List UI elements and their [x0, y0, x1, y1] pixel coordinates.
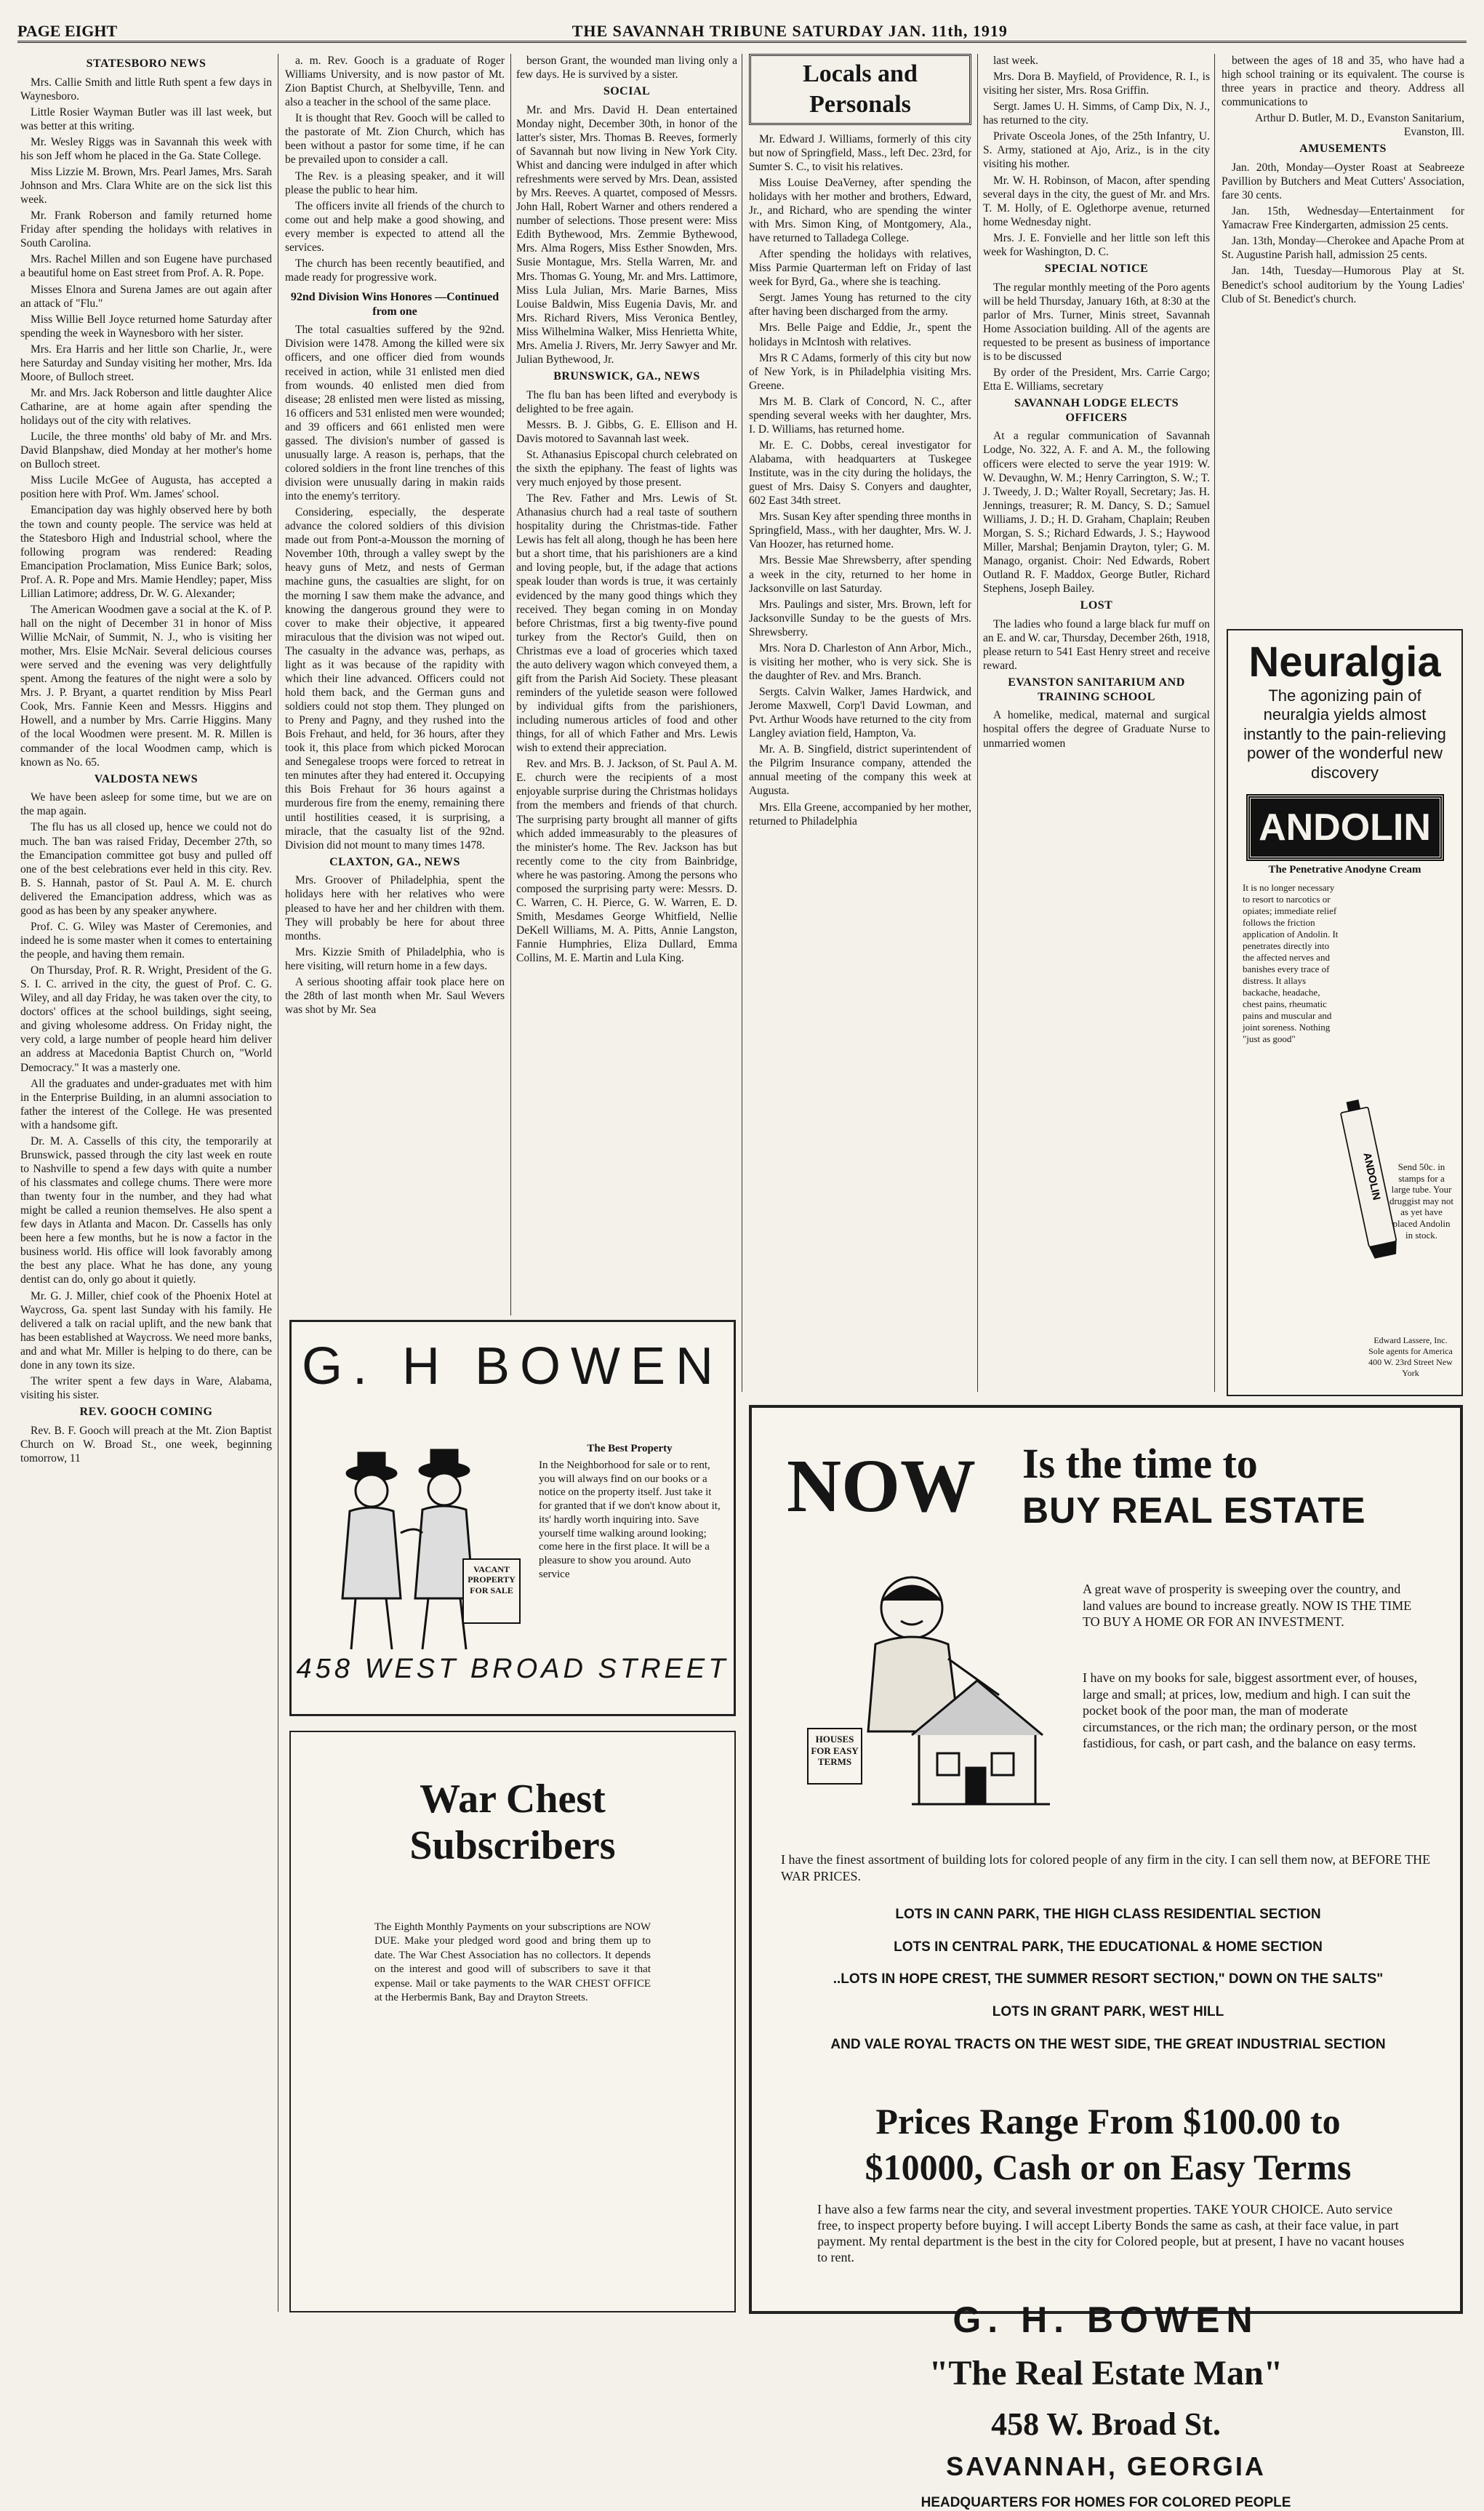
- column-rule: [977, 54, 978, 1392]
- paragraph: The church has been recently beautified, and made ready for progressive work.: [285, 257, 505, 284]
- paragraph: We have been asleep for some time, but we are on the map again.: [20, 791, 272, 818]
- real-estate-advertisement: [749, 1405, 1463, 2510]
- houses-sign: HOUSES FOR EASY TERMS: [807, 1728, 862, 1785]
- war-chest-title: [291, 1776, 734, 1870]
- masthead: [17, 16, 1467, 43]
- paragraph: Mr. and Mrs. David H. Dean entertained Monday night, December 30th, in honor of the latter's sister, Mrs. Thomas B. Reeves, formerly of Savannah but now living in New York City. Whist and dancing were indulged in after which refreshments were served by Mrs. Dean, assisted by Mrs. Reeves. A quartet, composed of Messrs. John Hall, Robert Warner and others rendered a number of selections. Those present were: Miss Edith Bythewood, Mrs. Zemmie Bythewood, Mrs. Alma Rogers, Miss Esther Snowden, Mrs. Susie Montague, Mrs. Stella Warren, Mr. and Mrs. Thomas G. Young, Mr. and Mrs. Lattimore, Miss Lula Julian, Mrs. Marie Barnes, Miss Louise Baldwin, Miss Eugenia Davis, Mr. and Mrs. Richard Rivers, Miss Veronica Bentley, Miss Wilhelmina Walker, Miss Henrietta White, Mrs. Amelia J. Rivers, Mr. Jerry Sawyer and Mr. Julian Bythewood, Jr.: [516, 103, 737, 366]
- claxton-heading: CLAXTON, GA., NEWS: [329, 855, 460, 868]
- paragraph: Rev. and Mrs. B. J. Jackson, of St. Paul A. M. E. church were the recipients of a most enjoyable surprise during the Christmas holidays from the members and friends of that church. The surprising party brought all manner of gifts which added immeasurably to the pleasures of the minister's home. The Rev. Jackson has but recently come to the city from Bainbridge, where he was pastoring. Among the persons who composed the surprising party were: Messrs. D. C. Warren, C. H. Pierce, G. W. Warren, E. D. Smith, Mesdames George Whitfield, Nellie DeKell Williams, M. A. Pitts, Annie Langston, Fannie Humphries, Eliza Dullard, Emma Collins, M. E. Martin and Lula King.: [516, 758, 737, 965]
- paragraph: Emancipation day was highly observed here by both the town and county people. The service was held at the Statesboro High and Industrial school, where the following program was rendered: Reading Emancipation Proclamation, Miss Eunice Bark; solos, Prof. A. R. Pope and Mrs. Mamie Hendley; paper, Miss Lillian Latimore; address, Dr. W. G. Alexander;: [20, 504, 272, 600]
- paragraph: Misses Elnora and Surena James are out again after an attack of "Flu.": [20, 283, 272, 310]
- lots-item: AND VALE ROYAL TRACTS ON THE WEST SIDE, THE GREAT INDUSTRIAL SECTION: [830, 2036, 1386, 2052]
- paragraph: a. m. Rev. Gooch is a graduate of Roger Williams University, and is now pastor of Mt. Zion Baptist Church, at Shelbyville, Tenn. and also a teacher in the school of the same place.: [285, 55, 505, 109]
- re-bowen-name: G. H. BOWEN: [952, 2299, 1259, 2340]
- column-6: [1222, 54, 1464, 621]
- re-address: 458 W. Broad St.: [991, 2406, 1221, 2442]
- paragraph: Mr. Edward J. Williams, formerly of this city but now of Springfield, Mass., left Dec. 23rd, for Sumter S. C., to visit his relatives.: [749, 132, 971, 173]
- paragraph: The American Woodmen gave a social at the K. of P. hall on the night of December 31 in honor of Miss Willie McNair, of Summit, N. J., who is visiting her mother, Mrs. Elsie McNair. Several delicious courses were served and the evening was very delightfully spent. Among the features of the night were a solo by Mrs. J. P. Bryant, a quartet rendition by Miss Pearl Cook, Mrs. Fannie Keen and Messrs. Higgins and Howell, and a number by Mrs. Carrie Higgins. Many of the local Woodmen were present. M. R. Millen is commander of the local Woodmen camp, which is known as No. 65.: [20, 603, 272, 769]
- paragraph: Mr. E. C. Dobbs, cereal investigator for Alabama, with headquarters at Tuskegee Institute, was in the city during the holidays, the guest of Mrs. Daisy S. Conyers and daughter, 602 East 34th street.: [749, 438, 971, 508]
- paragraph: Mr. W. H. Robinson, of Macon, after spending several days in the city, the guest of Mr. and Mrs. T. M. Holly, of E. Oglethorpe avenue, returned home Wednesday night.: [983, 174, 1210, 228]
- war-chest-advertisement: [289, 1731, 736, 2312]
- column-4: [749, 54, 971, 1392]
- re-prices-line1: Prices Range From $100.00 to: [875, 2101, 1341, 2142]
- paragraph: Mr. G. J. Miller, chief cook of the Phoenix Hotel at Waycross, Ga. spent last Sunday with his family. He delivered a talk on racial uplift, and the new bank that has been established at Waycross. We need more banks, and and what Mr. Miller is helping to do there, can be done in any town its size.: [20, 1289, 272, 1371]
- re-city: SAVANNAH, GEORGIA: [946, 2451, 1266, 2481]
- paragraph: Miss Lizzie M. Brown, Mrs. Pearl James, Mrs. Sarah Johnson and Mrs. Clara White are on the sick list this week.: [20, 166, 272, 207]
- paragraph: The flu has us all closed up, hence we could not do much. The ban was raised Friday, December 27th, so the Emancipation committee got busy and pulled off one of the best celebrations ever held in this city. Rev. B. S. Hannah, pastor of St. Paul A. M. E. church delivered the Emancipation address, which was as good as has been by any speaker anywhere.: [20, 821, 272, 917]
- column-rule: [510, 54, 511, 1315]
- lodge-heading: SAVANNAH LODGE ELECTS OFFICERS: [1014, 397, 1179, 424]
- re-finest-text: I have the finest assortment of building lots for colored people of any firm in the city. I can sell them now, at BEFORE THE WAR PRICES.: [781, 1852, 1431, 1883]
- re-buy-heading: BUY REAL ESTATE: [1022, 1490, 1366, 1531]
- bowen-ad-body: In the Neighborhood for sale or to rent, you will always find on our books or a notice on the property itself. Just take it for granted that if we don't know about it, its' hardly worth inquiring into. Save yourself time walking around looking; come here in the first place. It will be a pleasure to show you around. Auto service: [539, 1459, 721, 1580]
- lost-heading: LOST: [1080, 599, 1113, 612]
- paragraph: Lucile, the three months' old baby of Mr. and Mrs. David Blanpshaw, died Monday at her mother's home on Bulloch street.: [20, 430, 272, 471]
- re-intro-text-2: I have on my books for sale, biggest assortment ever, of houses, large and small; at prices, low, medium and high. I can suit the pocket book of the poor man, the man of moderate circumstances, or the rich man; the ordinary person, or the most fastidious, for cash, or part cash, and the balance on easy terms.: [1083, 1670, 1418, 1750]
- paragraph: Miss Louise DeaVerney, after spending the holidays with her mother and brothers, Edward, Jr., and Richard, who are spending the winter with Mrs. Simon King, of Montgomery, Ala., have returned to Talladega College.: [749, 176, 971, 245]
- valdosta-heading: VALDOSTA NEWS: [94, 772, 198, 785]
- two-men-illustration-icon: [313, 1438, 524, 1657]
- paragraph: The flu ban has been lifted and everybody is delighted to be free again.: [516, 388, 737, 415]
- neuralgia-title: Neuralgia: [1248, 638, 1441, 686]
- paragraph: Miss Willie Bell Joyce returned home Saturday after spending the week in Waynesboro with her sister.: [20, 313, 272, 340]
- re-prices-heading: [781, 2099, 1435, 2190]
- paragraph: Mrs. Belle Paige and Eddie, Jr., spent the holidays in McIntosh with relatives.: [749, 321, 971, 348]
- paragraph: Miss Lucile McGee of Augusta, has accepted a position here with Prof. Wm. James' school.: [20, 474, 272, 501]
- paragraph: Sergts. Calvin Walker, James Hardwick, and Jerome Maxwell, Corp'l David Lowman, and Pvt. Arthur Woods have returned to the city from Langley aviation field, Hampton, Va.: [749, 686, 971, 740]
- paragraph: Mrs. Ella Greene, accompanied by her mother, returned to Philadelphia: [749, 801, 971, 828]
- brunswick-heading: BRUNSWICK, GA., NEWS: [553, 369, 700, 383]
- paragraph: Mrs M. B. Clark of Concord, N. C., after spending several weeks with her daughter, Mrs. I. D. Williams, has returned home.: [749, 395, 971, 436]
- paragraph: A homelike, medical, maternal and surgical hospital offers the degree of Graduate Nurse to unmarried women: [983, 709, 1210, 750]
- paragraph: Prof. C. G. Wiley was Master of Ceremonies, and indeed he is some master when it comes to entertaining the people, and having them remain.: [20, 920, 272, 961]
- vacant-property-sign: VACANT PROPERTY FOR SALE: [462, 1558, 521, 1624]
- paragraph: Rev. B. F. Gooch will preach at the Mt. Zion Baptist Church on W. Broad St., one week, beginning tomorrow, 11: [20, 1424, 272, 1465]
- paragraph: Mrs. Dora B. Mayfield, of Providence, R. I., is visiting her sister, Mrs. Rosa Griffin.: [983, 71, 1210, 97]
- lots-item: ..LOTS IN HOPE CREST, THE SUMMER RESORT SECTION," DOWN ON THE SALTS": [833, 1971, 1384, 1987]
- paragraph: A serious shooting affair took place here on the 28th of last month when Mr. Saul Wevers was shot by Mr. Sea: [285, 975, 505, 1016]
- bowen-ad-address: 458 WEST BROAD STREET: [296, 1654, 729, 1684]
- paragraph: Dr. M. A. Cassells of this city, the temporarily at Brunswick, passed through the city last week en route to Nashville to spend a few days with quite a number of his classmates and college chums. There were more than twenty four in the number, and they had what might be called a reunion themselves. He also spent a few days in Atlanta and Macon. Dr. Cassells has only been here a few months, but he is now a factor in the business world. His office will look favorably among the best any place. What he has done, any young dentist can do, only go about it quietly.: [20, 1134, 272, 1286]
- andolin-tagline: The Penetrative Anodyne Cream: [1268, 863, 1421, 876]
- andolin-maker: Edward Lassere, Inc. Sole agents for America 400 W. 23rd Street New York: [1368, 1335, 1453, 1378]
- column-rule: [1214, 54, 1215, 1392]
- paragraph: Mrs R C Adams, formerly of this city but now of New York, is in Philadelphia visiting Mrs. Greene.: [749, 351, 971, 392]
- paragraph: Mrs. J. E. Fonvielle and her little son left this week for Washington, D. C.: [983, 231, 1210, 258]
- paragraph: berson Grant, the wounded man living only a few days. He is survived by a sister.: [516, 55, 737, 81]
- paragraph: On Thursday, Prof. R. R. Wright, President of the G. S. I. C. arrived in the city, the guest of Prof. C. G. Wiley, and all day Friday, he was taken over the city, to doctors' offices at the school buildings, sight seeing, and giving wholesome address. On Friday night, the very cold, a large number of people heard him deliver an address at Macedonia Baptist Church on, "World Democracy." It was a masterly one.: [20, 964, 272, 1074]
- paragraph: Sergt. James Young has returned to the city after having been discharged from the army.: [749, 292, 971, 319]
- valdosta-article: [20, 790, 272, 1402]
- lots-item: LOTS IN GRANT PARK, WEST HILL: [992, 2004, 1224, 2020]
- gooch-heading: REV. GOOCH COMING: [79, 1406, 213, 1419]
- column-5: [983, 54, 1210, 1392]
- war-chest-body: The Eighth Monthly Payments on your subscriptions are NOW DUE. Make your pledged word good and bring them up to date. The War Chest Association has no collectors. It depends on the interest and good will of subscribers to save it that expense. Mail or take payments to the WAR CHEST OFFICE at the Herbermis Bank, Bay and Drayton Streets.: [374, 1921, 651, 2004]
- paragraph: The writer spent a few days in Ware, Alabama, visiting his sister.: [20, 1374, 272, 1401]
- paragraph: Mrs. Groover of Philadelphia, spent the holidays here with her relatives who were pleased to have her and her children with them. They will probably be here for about three months.: [285, 874, 505, 942]
- paragraph: Mrs. Rachel Millen and son Eugene have purchased a beautiful home on East street from Prof. A. R. Pope.: [20, 253, 272, 280]
- re-intro-text: A great wave of prosperity is sweeping over the country, and land values are bound to increase greatly. NOW IS THE TIME TO BUY A HOME OR FOR AN INVESTMENT.: [1083, 1582, 1412, 1629]
- re-farms-text: I have also a few farms near the city, and several investment properties. TAKE YOUR CHOICE. Auto service free, to inspect property before buying. I will accept Liberty Bonds the same as cash, at their face value, in part payment. My rental department is the best in the city for Colored people, but at present, I have no vacant houses to rent.: [817, 2202, 1405, 2264]
- bowen-ad-text: [539, 1442, 721, 1582]
- column-1: [20, 54, 272, 2315]
- amusements-heading: AMUSEMENTS: [1299, 143, 1387, 156]
- paragraph: Mr. A. B. Singfield, district superintendent of the Pilgrim Insurance company, attended the annual meeting of the company this week at Augusta.: [749, 743, 971, 798]
- paragraph: It is thought that Rev. Gooch will be called to the pastorate of Mt. Zion Church, which has been without a pastor for some time, if he can be prevailed upon to consider a call.: [285, 112, 505, 167]
- tube-label: ANDOLIN: [1360, 1151, 1382, 1201]
- newspaper-title-date: THE SAVANNAH TRIBUNE SATURDAY JAN. 11th, 1919: [571, 22, 1008, 40]
- paragraph: Arthur D. Butler, M. D., Evanston Sanitarium, Evanston, Ill.: [1255, 112, 1464, 139]
- paragraph: After spending the holidays with relatives, Miss Parmie Quarterman left on Friday of last week for Byrd, Ga., where she is teaching.: [749, 248, 971, 289]
- andolin-logo: ANDOLIN: [1248, 796, 1443, 860]
- paragraph: Private Osceola Jones, of the 25th Infantry, U. S. Army, stationed at Ajo, Ariz., is in the city visiting his mother.: [983, 130, 1210, 171]
- paragraph: Mrs. Bessie Mae Shrewsberry, after spending a week in the city, returned to her home in Jacksonville on last Saturday.: [749, 554, 971, 595]
- war-chest-title-line2: Subscribers: [409, 1823, 616, 1869]
- best-property-heading: The Best Property: [587, 1443, 673, 1454]
- paragraph: last week.: [993, 55, 1038, 67]
- evanston-heading: EVANSTON SANITARIUM AND TRAINING SCHOOL: [1008, 676, 1185, 703]
- lots-item: LOTS IN CENTRAL PARK, THE EDUCATIONAL & HOME SECTION: [894, 1939, 1323, 1955]
- paragraph: The ladies who found a large black fur muff on an E. and W. car, Thursday, December 26th, 1918, please return to 541 East Henry street and receive reward.: [983, 617, 1210, 672]
- andolin-description: It is no longer necessary to resort to narcotics or opiates; immediate relief follows the friction application of Andolin. It penetrates directly into the affected nerves and banishes every trace of distress. It allays backache, headache, chest pains, rheumatic pains and muscular and joint soreness. Nothing "just as good": [1243, 881, 1339, 1044]
- bowen-property-advertisement: [289, 1320, 736, 1716]
- paragraph: Mr. Frank Roberson and family returned home Friday after spending the holidays with relatives in South Carolina.: [20, 209, 272, 250]
- paragraph: Mrs. Kizzie Smith of Philadelphia, who is here visiting, will return home in a few days.: [285, 945, 505, 972]
- andolin-order-info: Send 50c. in stamps for a large tube. Your druggist may not as yet have placed Andolin in stock.: [1389, 1161, 1454, 1241]
- paragraph: Mrs. Susan Key after spending three months in Springfield, Mass., with her daughter, Mrs. W. J. Van Hoozer, has returned home.: [749, 510, 971, 551]
- page-number: PAGE EIGHT: [17, 22, 118, 40]
- paragraph: Jan. 15th, Wednesday—Entertainment for Yamacraw Free Kindergarten, admission 25 cents.: [1222, 205, 1464, 232]
- re-now-heading: NOW: [787, 1444, 976, 1528]
- paragraph: Jan. 20th, Monday—Oyster Roast at Seabreeze Pavillion by Butchers and Meat Cutters' Association, fare 30 cents.: [1222, 161, 1464, 202]
- column-2: [285, 54, 505, 1315]
- paragraph: The Rev. is a pleasing speaker, and it will please the public to hear him.: [285, 169, 505, 196]
- paragraph: The Rev. Father and Mrs. Lewis of St. Athanasius church had a real taste of southern hospitality during the Christmas-tide. Father Lewis has felt all along, though he has been here but a short time, that his parishioners are a kind and loving people, but, if the adage that actions speak louder than words is true, it was certainly evidenced by the many good things which they received. They began coming in on Monday before Christmas, first a big twenty-five pound turkey from the Rector's Guild, then on Christmas eve a load of groceries which taxed the auto delivery wagon which conveyed them, a gift from the Parish Aid Society. These pleasant reminders of the yuletide season were followed by individual gifts from the parishioners, including numerous articles of food and other things, for all of which Father and Mrs. Lewis wish to extend their appreciation.: [516, 492, 737, 755]
- neuralgia-subtitle: The agonizing pain of neuralgia yields almost instantly to the pain-relieving power of the wonderful new discovery: [1243, 686, 1446, 782]
- paragraph: Jan. 13th, Monday—Cherokee and Apache Prom at St. Augustine Parish hall, admission 25 cents.: [1222, 235, 1464, 262]
- paragraph: The officers invite all friends of the church to come out and help make a good showing, and every member is expected to attend all the services.: [285, 199, 505, 254]
- paragraph: between the ages of 18 and 35, who have had a high school training or its equivalent. The course is three years in practice and theory. Address all communications to: [1222, 55, 1464, 109]
- paragraph: Little Rosier Wayman Butler was ill last week, but was better at this writing.: [20, 105, 272, 132]
- paragraph: Mrs. Paulings and sister, Mrs. Brown, left for Jacksonville Sunday to be the guests of Mrs. Shrewsberry.: [749, 598, 971, 638]
- division-heading: 92nd Division Wins Honores —Continued from one: [290, 291, 500, 318]
- paragraph: By order of the President, Mrs. Carrie Cargo; Etta E. Williams, secretary: [983, 366, 1210, 393]
- paragraph: At a regular communication of Savannah Lodge, No. 322, A. F. and A. M., the following officers were elected to serve the year 1919: W. W. Devaughn, W. M.; Henry Carrington, S. W.; T. J. Tweedy, J. D.; Walter Royall, Secretary; Jas. H. Jennings, treasurer; R. M. Dancy, S. D.; Samuel Williams, J. D.; H. D. Graham, Chaplain; Reuben Morgan, S. S.; Richard Edwards, J. S.; Haywood Miller, Marshal; Benjamin Drayton, tyler; G. M. Manago, organist. Choir: Ned Edwards, Robert Outland R. F. Maddox, George Butler, Richard Stephens, Joseph Bailey.: [983, 430, 1210, 596]
- paragraph: Messrs. B. J. Gibbs, G. E. Ellison and H. Davis motored to Savannah last week.: [516, 418, 737, 445]
- paragraph: All the graduates and under-graduates met with him in the Enterprise Building, in an alumni association to father the interest of the College. He was presented with a handsome gift.: [20, 1077, 272, 1132]
- re-time-heading: Is the time to: [1022, 1440, 1258, 1487]
- lots-item: LOTS IN CANN PARK, THE HIGH CLASS RESIDENTIAL SECTION: [895, 1907, 1321, 1922]
- man-with-house-illustration-icon: [803, 1557, 1057, 1833]
- statesboro-article: [20, 76, 272, 769]
- paragraph: Considering, especially, the desperate advance the colored soldiers of this division made out from Pont-a-Mousson the morning of November 10th, through a valley swept by the heavy guns of Metz, and nests of German machine guns, the casualties are slight, for on the morning I saw them make the advance, and knowing the dangerous ground they were to cover to make their objective, it appeared miraculous that the division was not wiped out. The casualty in the advance was, perhaps, as light as it was because of the rapidity with which their line advanced. Officers could not hold them back, and the German guns and soldiers could not stop them. They plunged on to Preny and Pagny, and they rushed into the Bois Frehaut, and held, for 36 hours, after they took it, this place from which picked Morocan and Senegalese troops were forced to retreat in ten minutes after they had entered it. Occupying this Bois Frehaut for 36 hours against a murderous fire from the enemy, remaining there until hostilities ceased, it is surprising, a miracle, that the casualty list of the 92nd. Division did not mount to many times 1478.: [285, 506, 505, 852]
- paragraph: St. Athanasius Episcopal church celebrated on the sixth the epiphany. The feast of lights was very much enjoyed by those present.: [516, 448, 737, 489]
- statesboro-heading: STATESBORO NEWS: [86, 57, 206, 70]
- paragraph: Mrs. Nora D. Charleston of Ann Arbor, Mich., is visiting her mother, who is very sick. She is the daughter of Rev. and Mrs. Branch.: [749, 641, 971, 682]
- locals-personals-heading: Locals and Personals: [749, 54, 971, 125]
- bowen-ad-heading: G. H BOWEN: [301, 1337, 723, 1395]
- paragraph: Mrs. Era Harris and her little son Charlie, Jr., were here Saturday and Sunday visiting her mother, Mrs. Ida Moore, of Bulloch street.: [20, 343, 272, 383]
- paragraph: The total casualties suffered by the 92nd. Division were 1478. Among the killed were six officers, and one officer died from wounds received in action, while 31 enlisted men died from wounds. 40 enlisted men died from disease; 28 enlisted men were listed as missing, 16 officers and 531 enlisted men were wounded; and 39 officers and 661 enlisted men were gassed. The division's number of gassed is unusually large. A reason is, perhaps, that the colored soldiers in the front line trenches of this division were unusually daring in makin raids into the enemy's territory.: [285, 324, 505, 503]
- masthead-spacer: [1462, 22, 1467, 41]
- paragraph: Jan. 14th, Tuesday—Humorous Play at St. Benedict's school auditorium by the Young Ladies' Club of St. Benedict's church.: [1222, 265, 1464, 305]
- paragraph: The regular monthly meeting of the Poro agents will be held Thursday, January 16th, at 8:30 at the parlor of Mrs. Turner, Minis street, Savannah Home Association building. All of the agents are requested to be present as business of importance is to be discussed: [983, 281, 1210, 363]
- social-heading: SOCIAL: [603, 85, 651, 98]
- paragraph: Mr. Wesley Riggs was in Savannah this week with his son Jeff whom he placed in the Ga. State College.: [20, 135, 272, 162]
- re-slogan: "The Real Estate Man": [928, 2354, 1283, 2392]
- war-chest-title-line1: War Chest: [420, 1777, 606, 1822]
- paragraph: Mrs. Callie Smith and little Ruth spent a few days in Waynesboro.: [20, 76, 272, 103]
- paragraph: Mr. and Mrs. Jack Roberson and little daughter Alice Catharine, are at home again after spending the holidays out of the city with relatives.: [20, 386, 272, 428]
- special-notice-heading: SPECIAL NOTICE: [1044, 262, 1149, 275]
- re-lots-list: [781, 1906, 1435, 2068]
- re-headquarters: HEADQUARTERS FOR HOMES FOR COLORED PEOPLE: [921, 2495, 1291, 2510]
- neuralgia-advertisement: [1227, 629, 1463, 1396]
- column-3: [516, 54, 737, 1315]
- paragraph: Sergt. James U. H. Simms, of Camp Dix, N. J., has returned to the city.: [983, 100, 1210, 127]
- re-prices-line2: $10000, Cash or on Easy Terms: [865, 2146, 1352, 2187]
